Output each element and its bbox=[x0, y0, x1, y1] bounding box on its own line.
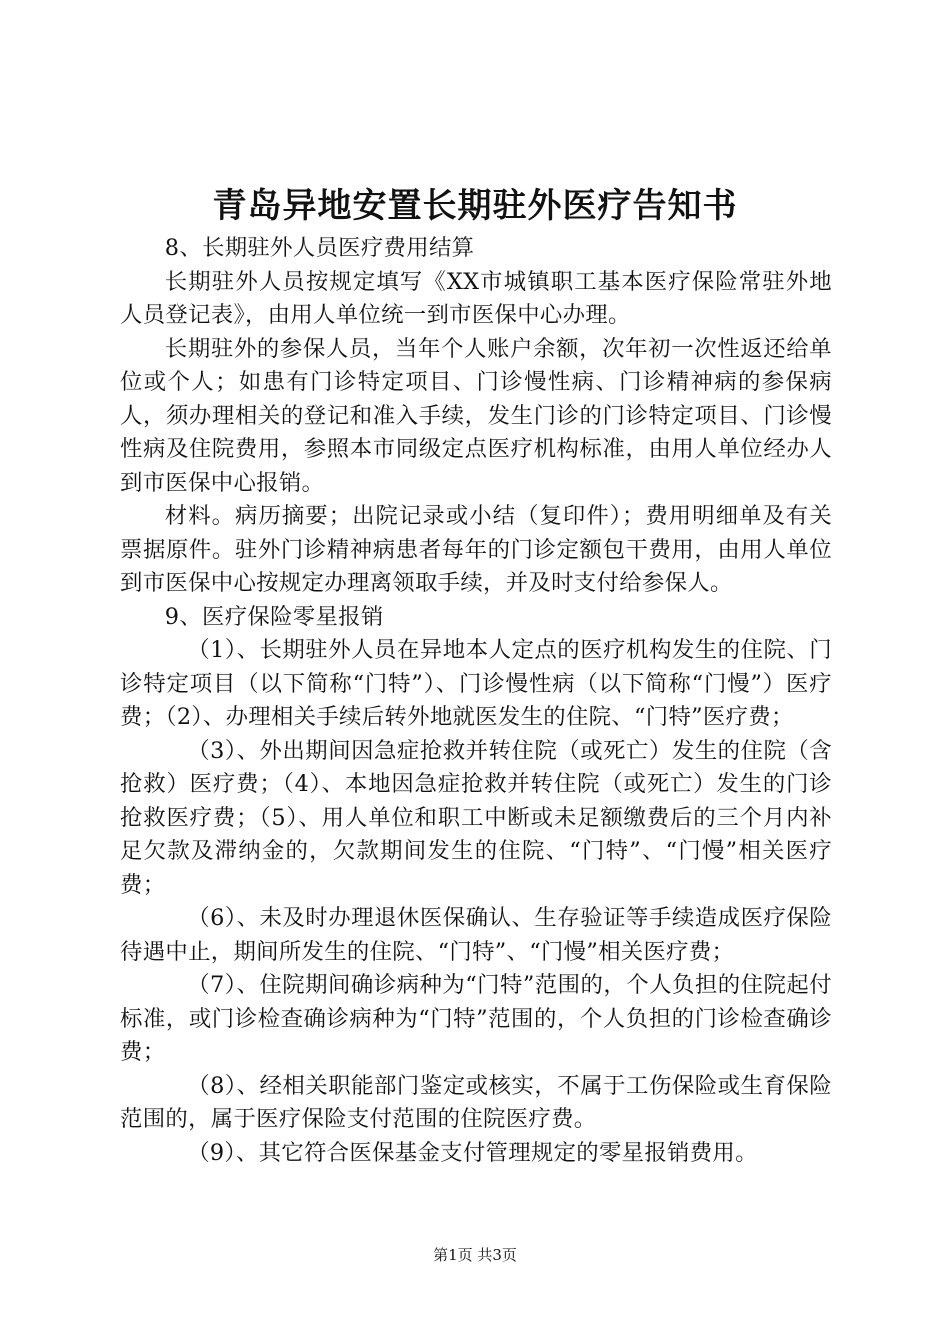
document-body bbox=[120, 232, 832, 1170]
page-number-footer: 第1页 共3页 bbox=[433, 1246, 517, 1264]
paragraph-registration: 长期驻外人员按规定填写《XX市城镇职工基本医疗保险常驻外地人员登记表》，由用人单位统一到市医保中心办理。 bbox=[120, 268, 832, 328]
list-item-8: （8）、经相关职能部门鉴定或核实，不属于工伤保险或生育保险范围的，属于医疗保险支付范围的住院医疗费。 bbox=[120, 1072, 832, 1132]
list-item-6: （6）、未及时办理退休医保确认、生存验证等手续造成医疗保险待遇中止，期间所发生的住院、“门特”、“门慢”相关医疗费； bbox=[120, 905, 832, 965]
section-heading-8: 8、长期驻外人员医疗费用结算 bbox=[164, 235, 475, 261]
list-item-1-2: （1）、长期驻外人员在异地本人定点的医疗机构发生的住院、门诊特定项目（以下简称“门特”）、门诊慢性病（以下简称“门慢”）医疗费；（2）、办理相关手续后转外地就医发生的住院、“门特”医疗费； bbox=[120, 637, 832, 730]
document-title: 青岛异地安置长期驻外医疗告知书 bbox=[212, 186, 738, 226]
section-heading-9: 9、医疗保险零星报销 bbox=[164, 603, 384, 630]
paragraph-account-refund: 长期驻外的参保人员，当年个人账户余额，次年初一次性返还给单位或个人；如患有门诊特定项目、门诊慢性病、门诊精神病的参保病人，须办理相关的登记和准入手续，发生门诊的门诊特定项目、门诊慢性病及住院费用，参照本市同级定点医疗机构标准，由用人单位经办人到市医保中心报销。 bbox=[120, 335, 832, 496]
list-item-9: （9）、其它符合医保基金支付管理规定的零星报销费用。 bbox=[187, 1139, 758, 1166]
list-item-7: （7）、住院期间确诊病种为“门特”范围的，个人负担的住院起付标准，或门诊检查确诊病种为“门特”范围的，个人负担的门诊检查确诊费； bbox=[120, 972, 832, 1065]
paragraph-materials: 材料。病历摘要；出院记录或小结（复印件）；费用明细单及有关票据原件。驻外门诊精神病患者每年的门诊定额包干费用，由用人单位到市医保中心按规定办理离领取手续，并及时支付给参保人。 bbox=[120, 503, 832, 596]
list-item-3-5: （3）、外出期间因急症抢救并转住院（或死亡）发生的住院（含抢救）医疗费；（4）、本地因急症抢救并转住院（或死亡）发生的门诊抢救医疗费；（5）、用人单位和职工中断或未足额缴费后的三个月内补足欠款及滞纳金的，欠款期间发生的住院、“门特”、“门慢”相关医疗费； bbox=[120, 737, 832, 898]
